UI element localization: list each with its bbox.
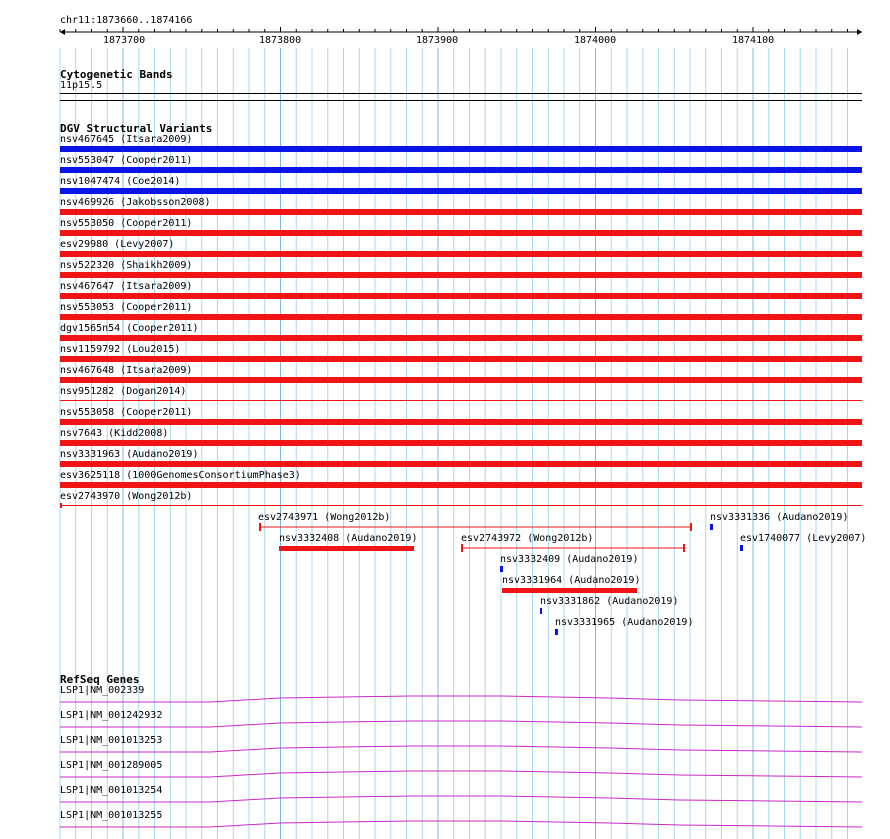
variant-label[interactable]: nsv3331965 (Audano2019) (555, 617, 694, 628)
variant-bar[interactable] (60, 482, 862, 488)
ruler-tick-label: 1873800 (259, 35, 302, 46)
gene-label[interactable]: LSP1|NM_001242932 (60, 710, 163, 721)
variant-label[interactable]: nsv467647 (Itsara2009) (60, 281, 193, 292)
gene-model-line[interactable] (60, 694, 862, 704)
variant-label[interactable]: esv2743972 (Wong2012b) (461, 533, 594, 544)
variant-bar[interactable] (60, 146, 862, 152)
variant-bar[interactable] (60, 230, 862, 236)
variant-bar[interactable] (60, 505, 862, 506)
gene-label[interactable]: LSP1|NM_001013255 (60, 810, 163, 821)
variant-label[interactable]: nsv3332408 (Audano2019) (279, 533, 418, 544)
variant-label[interactable]: esv3625118 (1000GenomesConsortiumPhase3) (60, 470, 301, 481)
variant-label[interactable]: nsv3331964 (Audano2019) (502, 575, 641, 586)
variant-label[interactable]: dgv1565n54 (Cooper2011) (60, 323, 199, 334)
variant-label[interactable]: nsv951282 (Dogan2014) (60, 386, 187, 397)
variant-label[interactable]: nsv469926 (Jakobsson2008) (60, 197, 211, 208)
variant-bar-esv2743971[interactable] (258, 522, 694, 532)
cytoband-label[interactable]: 11p15.5 (60, 80, 103, 91)
variant-bar[interactable] (60, 251, 862, 257)
variant-label[interactable]: nsv7643 (Kidd2008) (60, 428, 169, 439)
variant-bar-nsv3332408[interactable] (279, 546, 414, 551)
variant-bar-nsv3332409[interactable] (500, 566, 503, 572)
variant-label[interactable]: nsv553053 (Cooper2011) (60, 302, 193, 313)
variant-bar-esv2743972[interactable] (459, 543, 687, 553)
variant-label[interactable]: nsv3331963 (Audano2019) (60, 449, 199, 460)
variant-label[interactable]: nsv522320 (Shaikh2009) (60, 260, 193, 271)
gene-model-line[interactable] (60, 744, 862, 754)
variant-bar[interactable] (60, 209, 862, 215)
ruler-tick-label: 1874000 (574, 35, 617, 46)
variant-bar[interactable] (60, 272, 862, 278)
cytoband-track-title: Cytogenetic Bands (60, 68, 173, 81)
dgv-track-title: DGV Structural Variants (60, 122, 213, 135)
variant-label[interactable]: nsv553058 (Cooper2011) (60, 407, 193, 418)
variant-label[interactable]: nsv1159792 (Lou2015) (60, 344, 181, 355)
variant-label[interactable]: esv1740077 (Levy2007) (740, 533, 867, 544)
variant-label[interactable]: nsv553050 (Cooper2011) (60, 218, 193, 229)
gene-label[interactable]: LSP1|NM_001289005 (60, 760, 163, 771)
variant-bar[interactable] (60, 356, 862, 362)
variant-bar[interactable] (60, 314, 862, 320)
region-label: chr11:1873660..1874166 (60, 15, 193, 26)
variant-bar-nsv3331336[interactable] (710, 524, 713, 530)
variant-label[interactable]: nsv467645 (Itsara2009) (60, 134, 193, 145)
variant-bar[interactable] (60, 188, 862, 194)
refseq-track-title: RefSeq Genes (60, 673, 140, 686)
variant-label[interactable]: esv2743970 (Wong2012b) (60, 491, 193, 502)
ruler-tick-label: 1873900 (416, 35, 459, 46)
ruler-tick-label: 1873700 (103, 35, 146, 46)
variant-label[interactable]: nsv467648 (Itsara2009) (60, 365, 193, 376)
gene-model-line[interactable] (60, 794, 862, 804)
variant-bar[interactable] (60, 440, 862, 446)
variant-label[interactable]: esv29980 (Levy2007) (60, 239, 175, 250)
variant-bar[interactable] (60, 377, 862, 383)
variant-bar-nsv3331862[interactable] (540, 608, 542, 614)
variant-bar-esv1740077[interactable] (740, 545, 743, 551)
variant-bar[interactable] (60, 293, 862, 299)
variant-bar[interactable] (60, 167, 862, 173)
gene-label[interactable]: LSP1|NM_001013253 (60, 735, 163, 746)
variant-bar[interactable] (60, 419, 862, 425)
variant-label[interactable]: nsv553047 (Cooper2011) (60, 155, 193, 166)
variant-bar[interactable] (60, 400, 862, 401)
variant-label[interactable]: nsv3331336 (Audano2019) (710, 512, 849, 523)
gene-label[interactable]: LSP1|NM_001013254 (60, 785, 163, 796)
variant-label[interactable]: esv2743971 (Wong2012b) (258, 512, 391, 523)
gene-model-line[interactable] (60, 769, 862, 779)
variant-bar[interactable] (60, 335, 862, 341)
ruler-tick-label: 1874100 (732, 35, 775, 46)
gene-model-line[interactable] (60, 819, 862, 829)
gene-model-line[interactable] (60, 719, 862, 729)
variant-label[interactable]: nsv3331862 (Audano2019) (540, 596, 679, 607)
variant-label[interactable]: nsv1047474 (Coe2014) (60, 176, 181, 187)
variant-bar[interactable] (60, 461, 862, 467)
cytoband-bar-bottom (60, 100, 862, 101)
cytoband-bar-top (60, 93, 862, 94)
gene-label[interactable]: LSP1|NM_002339 (60, 685, 145, 696)
variant-bar-nsv3331964[interactable] (502, 588, 637, 593)
variant-bar-nsv3331965[interactable] (555, 629, 558, 635)
variant-label[interactable]: nsv3332409 (Audano2019) (500, 554, 639, 565)
